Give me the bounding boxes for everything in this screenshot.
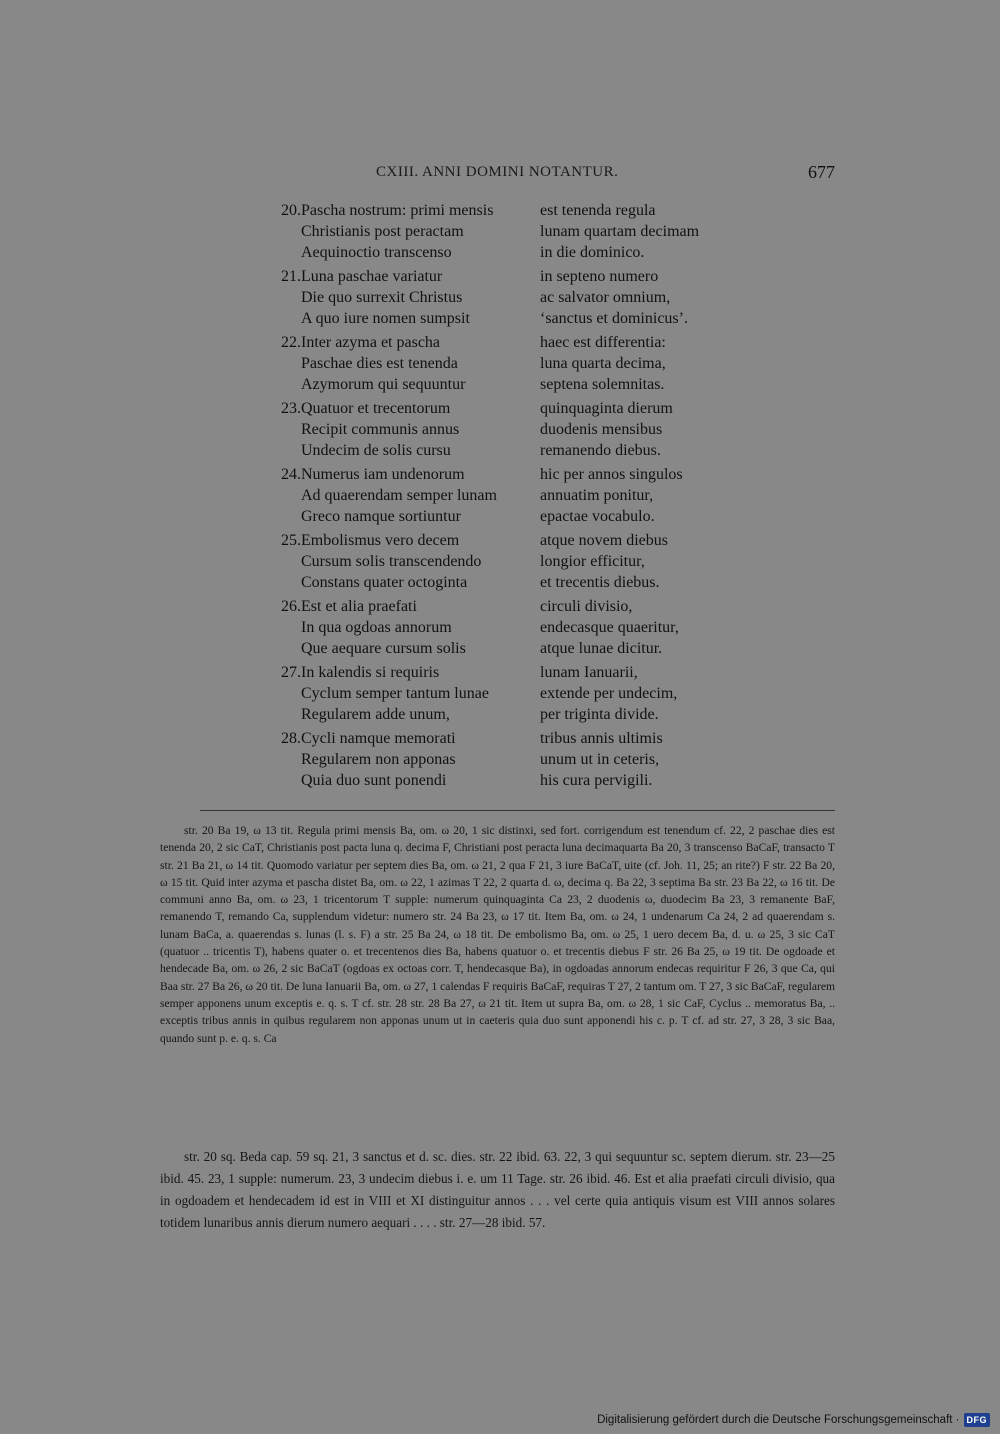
verse-first-half: Que aequare cursum solis — [301, 640, 466, 657]
stanza — [266, 266, 746, 329]
verse-second-half: lunam quartam decimam — [540, 223, 700, 240]
stanza — [266, 530, 746, 593]
verse-line — [266, 551, 746, 572]
verse-line — [266, 485, 746, 506]
verse-second-half: per triginta divide. — [540, 706, 659, 723]
verse-first-half: Numerus iam undenorum — [301, 466, 465, 483]
verse-second-half: est tenenda regula — [540, 202, 656, 219]
dfg-logo: DFG — [964, 1413, 991, 1427]
verse-first-half: Est et alia praefati — [301, 598, 417, 615]
stanza — [266, 332, 746, 395]
verse-first-half: A quo iure nomen sumpsit — [301, 310, 470, 327]
verse-line — [266, 770, 746, 791]
verse-second-half: his cura pervigili. — [540, 772, 653, 789]
verse-line — [266, 287, 746, 308]
verse-line — [266, 704, 746, 725]
stanza — [266, 464, 746, 527]
verse-first-half: Undecim de solis cursu — [301, 442, 451, 459]
verse-first-half: Greco namque sortiuntur — [301, 508, 461, 525]
verse-first-half: Cycli namque memorati — [301, 730, 456, 747]
verse-first-half: Pascha nostrum: primi mensis — [301, 202, 494, 219]
verse-line — [266, 332, 746, 353]
critical-apparatus — [160, 822, 835, 1047]
verse-line — [266, 200, 746, 221]
verse-second-half: lunam Ianuarii, — [540, 664, 638, 681]
verse-line — [266, 506, 746, 527]
source-notes — [160, 1146, 835, 1234]
verse-line — [266, 374, 746, 395]
verse-second-half: remanendo diebus. — [540, 442, 661, 459]
verse-line — [266, 353, 746, 374]
verse-second-half: epactae vocabulo. — [540, 508, 655, 525]
verse-line — [266, 440, 746, 461]
verse-line — [266, 464, 746, 485]
verse-first-half: In qua ogdoas annorum — [301, 619, 452, 636]
verse-second-half: tribus annis ultimis — [540, 730, 663, 747]
verse-second-half: extende per undecim, — [540, 685, 678, 702]
verse-line — [266, 749, 746, 770]
verse-first-half: In kalendis si requiris — [301, 664, 440, 681]
footer-text: Digitalisierung gefördert durch die Deutsche Forschungsgemeinschaft · — [597, 1414, 960, 1426]
verse-second-half: haec est differentia: — [540, 334, 666, 351]
verse-second-half: septena solemnitas. — [540, 376, 665, 393]
verse-first-half: Azymorum qui sequuntur — [301, 376, 466, 393]
verse-second-half: luna quarta decima, — [540, 355, 666, 372]
verse-line — [266, 398, 746, 419]
verse-second-half: duodenis mensibus — [540, 421, 663, 438]
verse-first-half: Luna paschae variatur — [301, 268, 443, 285]
verse-second-half: hic per annos singulos — [540, 466, 683, 483]
verse-first-half: Cursum solis transcendendo — [301, 553, 482, 570]
verse-line — [266, 242, 746, 263]
digitization-footer — [597, 1410, 990, 1430]
verse-first-half: Regularem non apponas — [301, 751, 456, 768]
page-number: 677 — [808, 162, 835, 182]
stanza-number: 21. — [281, 268, 301, 285]
stanza — [266, 200, 746, 263]
stanza-number: 22. — [281, 334, 301, 351]
verse-first-half: Embolismus vero decem — [301, 532, 460, 549]
verse-second-half: annuatim ponitur, — [540, 487, 654, 504]
verse-first-half: Christianis post peractam — [301, 223, 464, 240]
verse-second-half: unum ut in ceteris, — [540, 751, 660, 768]
verse-first-half: Constans quater octoginta — [301, 574, 468, 591]
verse-second-half: in die dominico. — [540, 244, 645, 261]
verse-line — [266, 596, 746, 617]
verse-line — [266, 638, 746, 659]
verse-second-half: in septeno numero — [540, 268, 659, 285]
verse-second-half: circuli divisio, — [540, 598, 633, 615]
verse-first-half: Regularem adde unum, — [301, 706, 450, 723]
stanza-number: 24. — [281, 466, 301, 483]
verse-line — [266, 419, 746, 440]
stanza-number: 23. — [281, 400, 301, 417]
verse-first-half: Paschae dies est tenenda — [301, 355, 458, 372]
verse-second-half: et trecentis diebus. — [540, 574, 660, 591]
running-title: CXIII. ANNI DOMINI NOTANTUR. — [376, 164, 619, 180]
verse-second-half: quinquaginta dierum — [540, 400, 673, 417]
verse-first-half: Die quo surrexit Christus — [301, 289, 463, 306]
verse-line — [266, 617, 746, 638]
verse-line — [266, 221, 746, 242]
verse-first-half: Ad quaerendam semper lunam — [301, 487, 497, 504]
stanza — [266, 398, 746, 461]
verse-line — [266, 662, 746, 683]
verse-line — [266, 728, 746, 749]
verse-first-half: Quia duo sunt ponendi — [301, 772, 447, 789]
verse-second-half: endecasque quaeritur, — [540, 619, 679, 636]
stanza — [266, 728, 746, 791]
verse-line — [266, 308, 746, 329]
stanza — [266, 662, 746, 725]
verse-second-half: atque novem diebus — [540, 532, 668, 549]
verse-line — [266, 683, 746, 704]
page-header — [160, 162, 835, 188]
verse-first-half: Quatuor et trecentorum — [301, 400, 451, 417]
verse-first-half: Recipit communis annus — [301, 421, 460, 438]
stanza-number: 25. — [281, 532, 301, 549]
stanza — [266, 596, 746, 659]
verse-line — [266, 266, 746, 287]
verse-first-half: Inter azyma et pascha — [301, 334, 441, 351]
source-notes-text: str. 20 sq. Beda cap. 59 sq. 21, 3 sanctus et d. sc. dies. str. 22 ibid. 63. 22, 3 qui sequuntur sc. septem dierum. str. 23—25 ibid. 45. 23, 1 supple: numerum. 23, 3 undecim diebus i. e. um 11 Tage. str. 26 ibid. 46. Est et alia praefati circuli divisio, qua in ogdoadem et hendecadem id est in VIII et XI distinguitur annos . . . vel certe quia antiquis visum est VIII annos solares totidem lunaribus annis dierum numero aequari . . . . str. 27—28 ibid. 57. — [160, 1149, 835, 1230]
verse-second-half: longior efficitur, — [540, 553, 645, 570]
verse-second-half: atque lunae dicitur. — [540, 640, 663, 657]
stanza-number: 20. — [281, 202, 301, 219]
poem-body — [266, 200, 746, 794]
apparatus-text: str. 20 Ba 19, ω 13 tit. Regula primi mensis Ba, om. ω 20, 1 sic distinxi, sed fort. corrigendum est tenendum cf. 22, 2 paschae dies est tenenda 20, 2 sic CaT, Christianis post pacta luna q. decima F, Christiani post peracta luna decimaquarta Ba 20, 3 transcenso BaCaF, transacto T str. 21 Ba 21, ω 14 tit. Quomodo variatur per septem dies Ba, om. ω 21, 2 qua F 21, 3 iure BaCaT, uite (cf. Joh. 11, 25; an rite?) F str. 22 Ba 20, ω 15 tit. Quid inter azyma et pascha distet Ba, om. ω 22, 1 azimas T 22, 2 quarta d. ω, decima q. Ba 22, 3 septima Ba str. 23 Ba 22, ω 16 tit. De communi anno Ba, om. ω 23, 1 tricentorum T supple: numerum quinquaginta Ca 23, 2 duodenis ω, duodecim Ba 23, 3 remanente BaF, remanendo T, remando Ca, supplendum videtur: numero str. 24 Ba 23, ω 17 tit. Item Ba, om. ω 24, 1 undenarum Ca 24, 2 ad quaerendam s. lunam BaCa, a. quaerendas s. lunas (l. s. F) a str. 25 Ba 24, ω 18 tit. De embolismo Ba, om. ω 25, 1 uero decem Ba, d. u. ω 25, 3 sic CaT (quatuor .. tricentis T), habens quater o. et trecentenos dies Ba, habens quatuor o. et trecentis diebus F str. 26 Ba 25, ω 19 tit. De ogdoade et hendecade Ba, om. ω 26, 2 sic BaCaT (ogdoas ex octoas corr. T, hendecasque Ba), in ogdoadas annorum endecas requiritur F 26, 3 que Ca, qui Baa str. 27 Ba 26, ω 20 tit. De luna Ianuarii Ba, om. ω 27, 1 calendas F requiris BaCaF, requiras T 27, 2 tantum om. T 27, 3 sic BaCaF, regularem semper apponens unum exceptis e. q. s. T cf. str. 28 str. 28 Ba 27, ω 21 tit. Item ut supra Ba, om. ω 28, 1 sic CaF, Cyclus .. memoratus Ba, .. exceptis tribus annis in quibus regularem non apponas unum ut in caeteris quia duo sunt apponendi his c. p. T cf. ad str. 27, 3 28, 3 sic Baa, quando sunt p. e. q. s. Ca — [160, 824, 835, 1045]
stanza-number: 27. — [281, 664, 301, 681]
verse-line — [266, 530, 746, 551]
stanza-number: 28. — [281, 730, 301, 747]
stanza-number: 26. — [281, 598, 301, 615]
verse-second-half: ac salvator omnium, — [540, 289, 671, 306]
footnote-separator — [200, 810, 835, 811]
verse-first-half: Aequinoctio transcenso — [301, 244, 452, 261]
verse-line — [266, 572, 746, 593]
verse-second-half: ‘sanctus et dominicus’. — [540, 310, 688, 327]
verse-first-half: Cyclum semper tantum lunae — [301, 685, 489, 702]
